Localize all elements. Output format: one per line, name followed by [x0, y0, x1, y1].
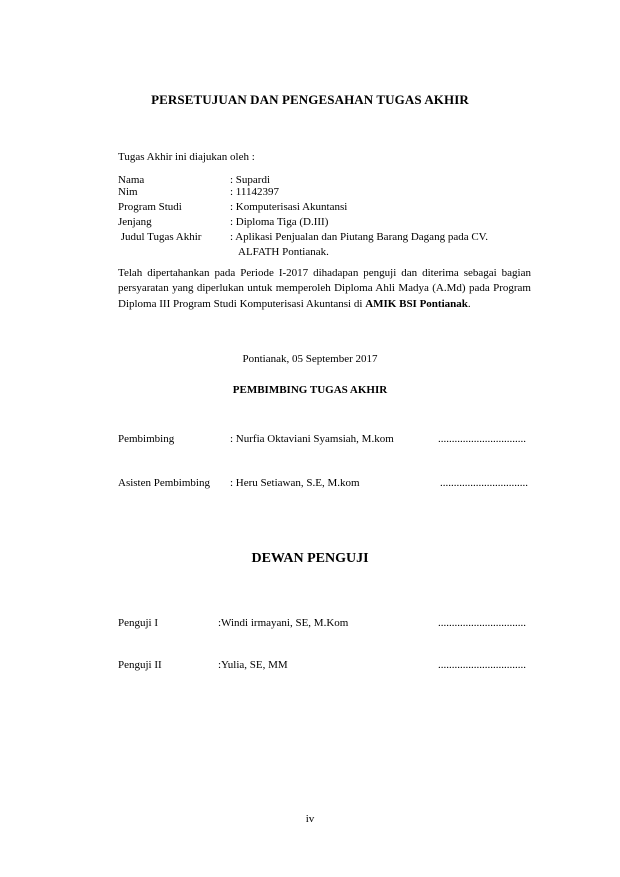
value-judul: : Aplikasi Penjualan dan Piutang Barang Dagang pada CV. — [230, 231, 488, 243]
label-jenjang: Jenjang — [118, 216, 152, 228]
signature-line-penguji-2: ................................ — [438, 659, 526, 671]
value-judul-cont: ALFATH Pontianak. — [238, 246, 329, 258]
paragraph-text: Telah dipertahankan pada Periode I-2017 dihadapan penguji dan diterima sebagai bagian persyaratan yang diperlukan untuk memperoleh Diploma Ahli Madya (A.Md) pada Program Diploma III Program Studi Komputerisasi Akuntansi di — [118, 267, 531, 310]
page-number: iv — [305, 813, 315, 825]
value-nim: : 11142397 — [230, 186, 279, 198]
value-pembimbing: : Nurfia Oktaviani Syamsiah, M.kom — [230, 433, 394, 445]
label-pembimbing: Pembimbing — [118, 433, 175, 445]
label-nim: Nim — [118, 186, 138, 198]
label-nama: Nama — [118, 174, 145, 186]
value-program-studi: : Komputerisasi Akuntansi — [230, 201, 348, 213]
value-penguji-2: :Yulia, SE, MM — [218, 659, 288, 671]
place-date: Pontianak, 05 September 2017 — [242, 353, 378, 365]
label-asisten-pembimbing: Asisten Pembimbing — [118, 477, 210, 489]
dewan-penguji-heading: DEWAN PENGUJI — [251, 551, 369, 566]
value-asisten-pembimbing: : Heru Setiawan, S.E, M.kom — [230, 477, 360, 489]
label-judul: Judul Tugas Akhir — [118, 231, 202, 243]
paragraph-institution: AMIK BSI Pontianak — [365, 297, 468, 310]
label-program-studi: Program Studi — [118, 201, 182, 213]
signature-line-asisten: ................................ — [440, 477, 528, 489]
label-penguji-1: Penguji I — [118, 617, 159, 629]
value-nama: : Supardi — [230, 174, 271, 186]
pembimbing-heading: PEMBIMBING TUGAS AKHIR — [232, 384, 388, 396]
intro-text: Tugas Akhir ini diajukan oleh : — [118, 151, 255, 163]
label-penguji-2: Penguji II — [118, 659, 162, 671]
value-jenjang: : Diploma Tiga (D.III) — [230, 216, 329, 228]
page-title: PERSETUJUAN DAN PENGESAHAN TUGAS AKHIR — [151, 92, 469, 107]
signature-line-pembimbing: ................................ — [438, 433, 526, 445]
approval-paragraph — [118, 266, 531, 312]
paragraph-end: . — [467, 297, 471, 310]
signature-line-penguji-1: ................................ — [438, 617, 526, 629]
value-penguji-1: :Windi irmayani, SE, M.Kom — [218, 617, 349, 629]
